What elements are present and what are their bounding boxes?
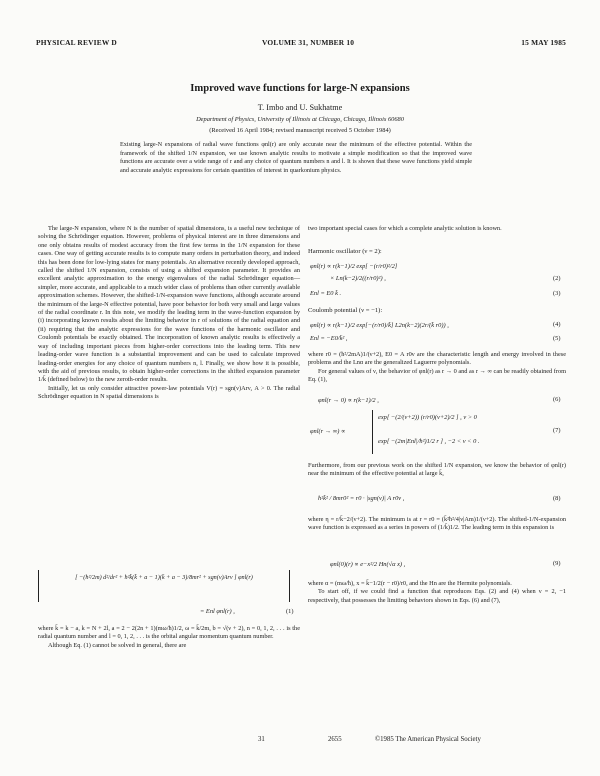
coulomb-heading: Coulomb potential (ν = −1): [308, 307, 383, 314]
paper-title: Improved wave functions for large-N expansions [190, 83, 410, 94]
equation-7-number: (7) [553, 427, 561, 434]
equation-3: Enl = E0 k̄ . [310, 290, 342, 297]
right-column-minimum [308, 516, 566, 533]
abstract: Existing large-N expansions of radial wave functions φnl(r) are only accurate near the minimum of the effective potential. Within the framework of the shifted 1/N expansion, we use known analytic results to motivate a simple modification so that the improved wave functions are accurate over a wide range of r and any choice of quantum numbers n and l. It is shown that these wave functions yield simple and accurate analytic expressions for certain quantities of interest in quarkonium physics. [120, 141, 472, 174]
special-cases-lead: Although Eq. (1) cannot be solved in general, there are [48, 641, 187, 649]
right-column-definitions [308, 351, 566, 385]
equation-4-number: (4) [553, 321, 561, 328]
special-cases-paragraph: two important special cases for which a complete analytic solution is known. [308, 225, 502, 232]
equation-2b: × Ln(k−2)/2((r/r0)²) , [330, 275, 386, 282]
left-column [38, 225, 300, 402]
equation-4: φnl(r) ∝ r(k−1)/2 exp[−(r/r0)/k̄] L2n(k−2)(2r/(k̄ r0)) , [310, 322, 449, 329]
equation-2-number: (2) [553, 275, 561, 282]
closing-paragraph: To start off, if we could find a function that reproduces Eqs. (2) and (4) when ν = 2, −1 respectively, that possesses the limiting behaviors shown in Eqs. (6) and (7), [308, 588, 566, 604]
footer-volume: 31 [258, 736, 265, 743]
received-dates: (Received 16 April 1984; revised manuscript received 5 October 1984) [209, 127, 391, 134]
right-column-intro [308, 225, 566, 233]
characteristic-scales-paragraph: where r0 = (ħ²/2mA)1/(ν+2), E0 = A r0ν are the characteristic length and energy involved in these problems and the Lnα are the generalized Laguerre polynomials. [308, 351, 566, 367]
hermite-paragraph: where α = (mω/ħ), x = k̄−1/2(r − r0)/r0, and the Hn are the Hermite polynomials. [308, 580, 512, 587]
equation-7-brace [372, 410, 373, 454]
minimum-paragraph: where η = r/k̄−2/(ν+2). The minimum is at r = r0 = (k̄²ħ²/4|ν|Am)1/(ν+2). The shifted-1/N-expansion wave function is expressed as a series in powers of (1/k̄)1/2. The leading term in this expansion is [308, 516, 566, 532]
issue-date: 15 MAY 1985 [521, 38, 566, 47]
equation-6: φnl(r → 0) ∝ r(k−1)/2 , [318, 397, 379, 404]
shifted-expansion-paragraph: Furthermore, from our previous work on the shifted 1/N expansion, we know the behavior of φnl(r) near the minimum of the effective potential at large k̄, [308, 462, 566, 478]
power-law-paragraph: Initially, let us only consider attractive power-law potentials V(r) = sgn(ν)Arν, A > 0. The radial Schrödinger equation in N spatial dimensions is [38, 384, 300, 401]
equation-1-rhs: = Enl φnl(r) , [200, 608, 235, 615]
equation-1: [ −(ħ²/2m) d²/dr² + ħ²k̄(k̄ + a − 1)(k̄ + a − 3)/8mr² + sgn(ν)Arν ] φnl(r) [75, 574, 253, 581]
equation-8-number: (8) [553, 495, 561, 502]
copyright: ©1985 The American Physical Society [375, 736, 481, 743]
left-column-cont [38, 625, 300, 650]
equation-1-number: (1) [286, 608, 294, 615]
journal-name: PHYSICAL REVIEW D [36, 38, 117, 47]
equation-3-number: (3) [553, 290, 561, 297]
affiliation: Department of Physics, University of Illinois at Chicago, Chicago, Illinois 60680 [196, 116, 404, 123]
page-number: 2655 [328, 736, 342, 743]
intro-paragraph: The large-N expansion, where N is the number of spatial dimensions, is a useful new technique of solving the Schrödinger equation. However, problems of physical interest are in three dimensions and one only obtains results of modest accuracy from the first few terms in the 1/N expansion for these cases. One way of getting accurate results is to compute many orders in perturbation theory, and indeed this has been done for low-lying states for many potentials. An alternative recently developed approach, called the shifted 1/N expansion, consists of using a shifted expansion parameter. It provides an excellent analytic approximation to the energy eigenvalues of the radial Schrödinger equation—simpler, more accurate, and applicable to a much wider class of problems than other currently available approximation schemes. However, the shifted-1/N-expansion wave functions, although accurate around the minimum of the large-N effective potential, have poor behavior for both very small and large values of the radial coordinate r. In this note, we modify the leading term in the wave-function expansion by (i) incorporating known results about the limiting behavior in r of solutions of the radial equation and (ii) requiring that the analytic expressions for the wave functions of the harmonic oscillator and Coulomb potentials be exactly obtained. The incorporation of known analytic results is effectively a way of including important pieces from higher-order corrections into the leading term. This new leading-order wave function is a substantial improvement and can be used to calculate improved leading-order energies for any choice of quantum numbers n, l. Finally, we show how it is possible, with the aid of previous results, to obtain higher-order corrections in the shifted expansion parameter 1/k̄ (defined below) to the new zeroth-order results. [38, 225, 300, 384]
equation-7-lhs: φnl(r → ∞) ∝ [310, 428, 346, 435]
volume-number: VOLUME 31, NUMBER 10 [262, 38, 355, 47]
equation-5: Enl = −E0/k̄² , [310, 335, 348, 342]
right-column-shifted [308, 462, 566, 479]
authors: T. Imbo and U. Sukhatme [257, 103, 343, 112]
running-header [36, 38, 566, 50]
equation-5-number: (5) [553, 335, 561, 342]
limiting-behavior-paragraph: For general values of ν, the behavior of φnl(r) as r → 0 and as r → ∞ can be readily obtained from Eq. (1), [308, 367, 566, 384]
quantum-numbers-paragraph: where k̄ = k − a, k = N + 2l, a = 2 − 2(2n + 1)(mω/ħ)1/2, ω = k̄/2m, b = √(ν + 2), n = 0, 1, 2, . . . is the radial quantum number and l = 0, 1, 2, . . . is the orbital angular momentum quantum number. [38, 625, 300, 641]
equation-6-number: (6) [553, 396, 561, 403]
equation-9: φnl(0)(r) ∝ e−x²/2 Hn(√α x) , [330, 561, 406, 568]
equation-7-case-1: exp[ −(2/(ν+2)) (r/r0)(ν+2)/2 ] , ν > 0 [378, 414, 477, 421]
equation-7-case-2: exp[ −(2m|Enl|/ħ²)1/2 r ] , −2 < ν < 0 . [378, 438, 480, 445]
harmonic-oscillator-heading: Harmonic oscillator (ν = 2): [308, 248, 382, 255]
equation-9-number: (9) [553, 560, 561, 567]
equation-8: ħ²k̄² / 8mr0² = r0 ∙ |sgn(ν)| A r0ν , [318, 495, 405, 502]
right-column-end [308, 580, 566, 605]
equation-2a: φnl(r) ∝ r(k−1)/2 exp[ −(r/r0)²/2] [310, 263, 398, 270]
